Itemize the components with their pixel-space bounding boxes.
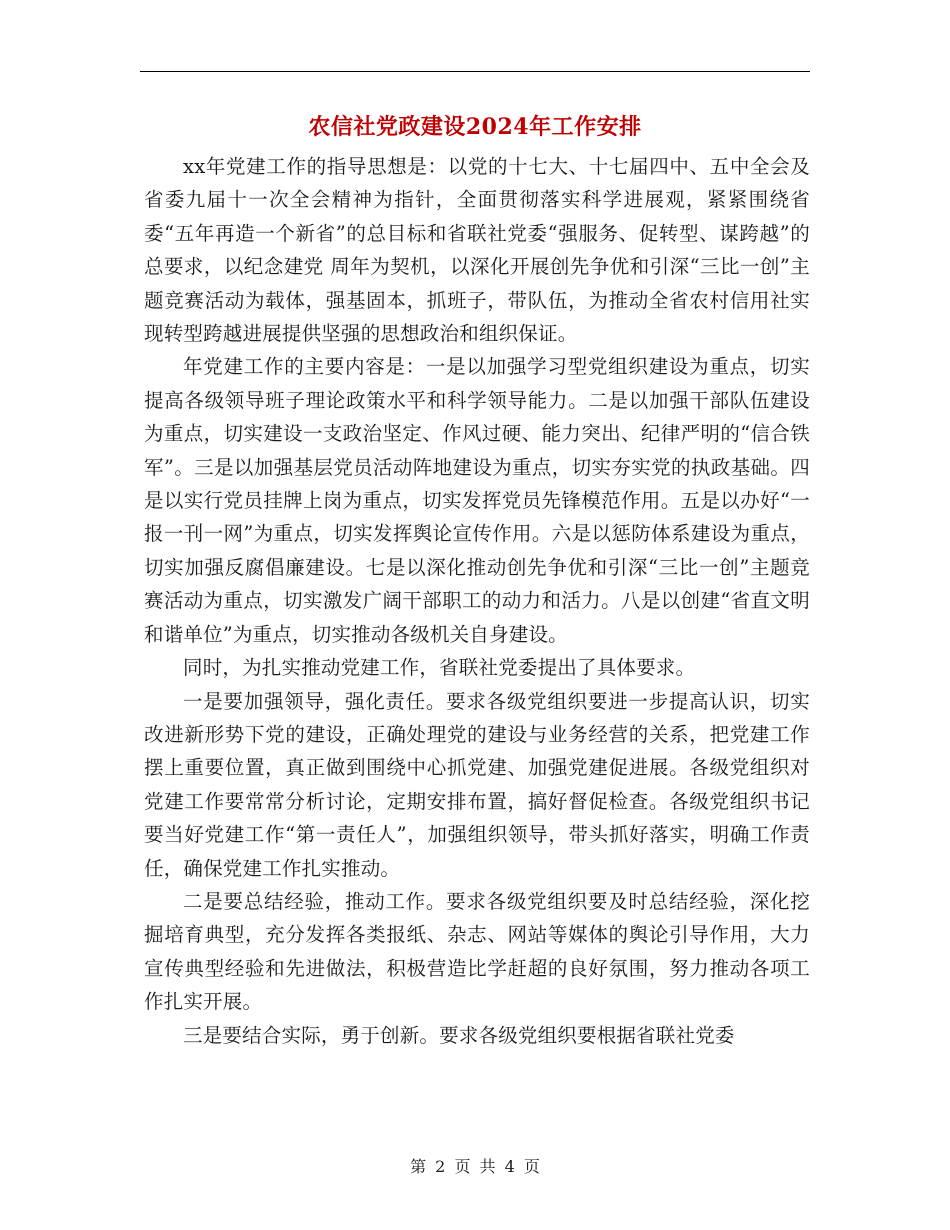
header-rule	[140, 71, 810, 72]
document-title: 农信社党政建设2024年工作安排	[308, 114, 642, 140]
paragraph-requirement-one: 一是要加强领导，强化责任。要求各级党组织要进一步提高认识，切实改进新形势下党的建设，正确处理党的建设与业务经营的关系，把党建工作摆上重要位置，真正做到围绕中心抓党建、加强党建促进展。各级党组织对党建工作要常常分析讨论，定期安排布置，搞好督促检查。各级党组织书记要当好党建工作“第一责任人”，加强组织领导，带头抓好落实，明确工作责任，确保党建工作扎实推动。	[144, 689, 810, 880]
paragraph-guiding-thought: xx年党建工作的指导思想是：以党的十七大、十七届四中、五中全会及省委九届十一次全会精神为指针，全面贯彻落实科学进展观，紧紧围绕省委“五年再造一个新省”的总目标和省联社党委“强服务、促转型、谋跨越”的总要求，以纪念建党 周年为契机，以深化开展创先争优和引深“三比一创”主题竞赛活动为载体，强基固本，抓班子，带队伍，为推动全省农村信用社实现转型跨越进展提供坚强的思想政治和组织保证。	[144, 155, 810, 346]
paragraph-requirements-intro: 同时，为扎实推动党建工作，省联社党委提出了具体要求。	[183, 656, 696, 680]
page-number-footer: 第 2 页 共 4 页	[410, 1157, 540, 1176]
paragraph-main-content: 年党建工作的主要内容是：一是以加强学习型党组织建设为重点，切实提高各级领导班子理论政策水平和科学领导能力。二是以加强干部队伍建设为重点，切实建设一支政治坚定、作风过硬、能力突出、纪律严明的“信合铁军”。三是以加强基层党员活动阵地建设为重点，切实夯实党的执政基础。四是以实行党员挂牌上岗为重点，切实发挥党员先锋模范作用。五是以办好“一报一刊一网”为重点，切实发挥舆论宣传作用。六是以惩防体系建设为重点，切实加强反腐倡廉建设。七是以深化推动创先争优和引深“三比一创”主题竞赛活动为重点，切实激发广阔干部职工的动力和活力。八是以创建“省直文明和谐单位”为重点，切实推动各级机关自身建设。	[144, 355, 810, 646]
document-body	[144, 150, 810, 1052]
paragraph-requirement-two: 二是要总结经验，推动工作。要求各级党组织要及时总结经验，深化挖掘培育典型，充分发挥各类报纸、杂志、网站等媒体的舆论引导作用，大力宣传典型经验和先进做法，积极营造比学赶超的良好氛围，努力推动各项工作扎实开展。	[144, 889, 810, 1014]
paragraph-requirement-three: 三是要结合实际，勇于创新。要求各级党组织要根据省联社党委	[183, 1023, 735, 1047]
